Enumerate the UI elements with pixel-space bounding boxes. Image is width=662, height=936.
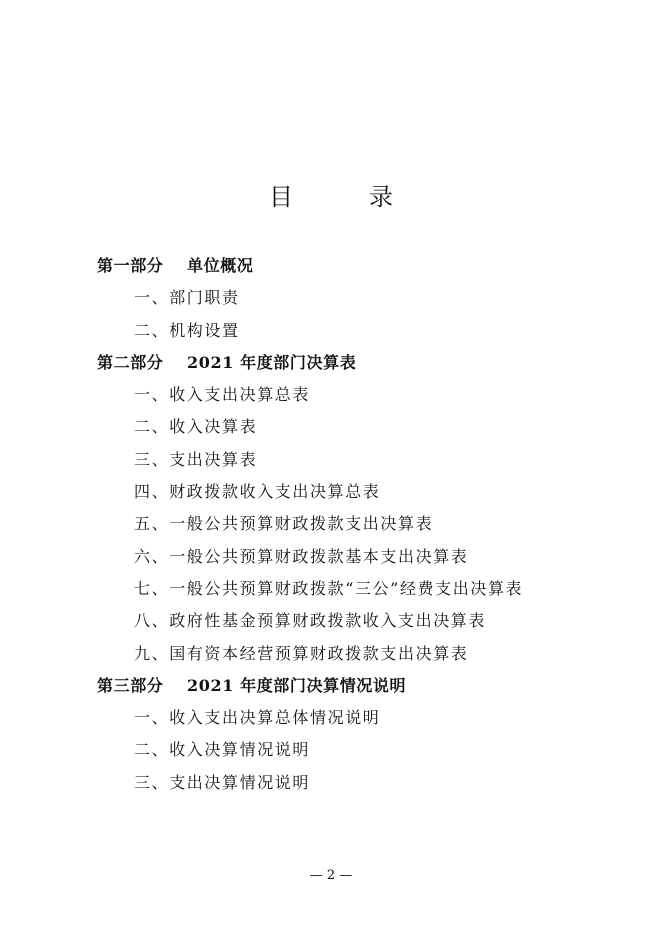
toc-item: 二、机构设置 bbox=[134, 320, 240, 340]
table-of-contents bbox=[97, 250, 637, 799]
page-number: — 2 — bbox=[309, 868, 353, 883]
toc-item: 四、财政拨款收入支出决算总表 bbox=[134, 482, 381, 502]
toc-item: 七、一般公共预算财政拨款“三公”经费支出决算表 bbox=[134, 578, 524, 598]
toc-part-title: 2021 年度部门决算情况说明 bbox=[187, 675, 407, 695]
toc-part-3 bbox=[97, 670, 637, 702]
toc-item: 九、国有资本经营预算财政拨款支出决算表 bbox=[134, 643, 469, 663]
toc-part-number: 第一部分 bbox=[97, 256, 164, 275]
toc-item: 三、支出决算情况说明 bbox=[134, 772, 311, 792]
toc-part-number: 第二部分 bbox=[97, 352, 164, 372]
toc-item: 二、收入决算情况说明 bbox=[134, 740, 311, 760]
toc-part-title: 单位概况 bbox=[187, 256, 254, 275]
toc-part-1 bbox=[97, 250, 637, 282]
page-title: 目 录 bbox=[269, 183, 419, 211]
toc-item: 三、支出决算表 bbox=[134, 449, 258, 469]
toc-item: 一、部门职责 bbox=[134, 288, 240, 308]
toc-item: 二、收入决算表 bbox=[134, 417, 258, 437]
toc-item: 六、一般公共预算财政拨款基本支出决算表 bbox=[134, 546, 469, 566]
toc-item: 一、收入支出决算总表 bbox=[134, 385, 311, 405]
toc-part-2 bbox=[97, 347, 637, 379]
toc-item: 一、收入支出决算总体情况说明 bbox=[134, 708, 381, 728]
toc-item: 八、政府性基金预算财政拨款收入支出决算表 bbox=[134, 611, 487, 631]
toc-part-title: 2021 年度部门决算表 bbox=[187, 352, 357, 372]
toc-item: 五、一般公共预算财政拨款支出决算表 bbox=[134, 514, 434, 534]
toc-part-number: 第三部分 bbox=[97, 675, 164, 695]
